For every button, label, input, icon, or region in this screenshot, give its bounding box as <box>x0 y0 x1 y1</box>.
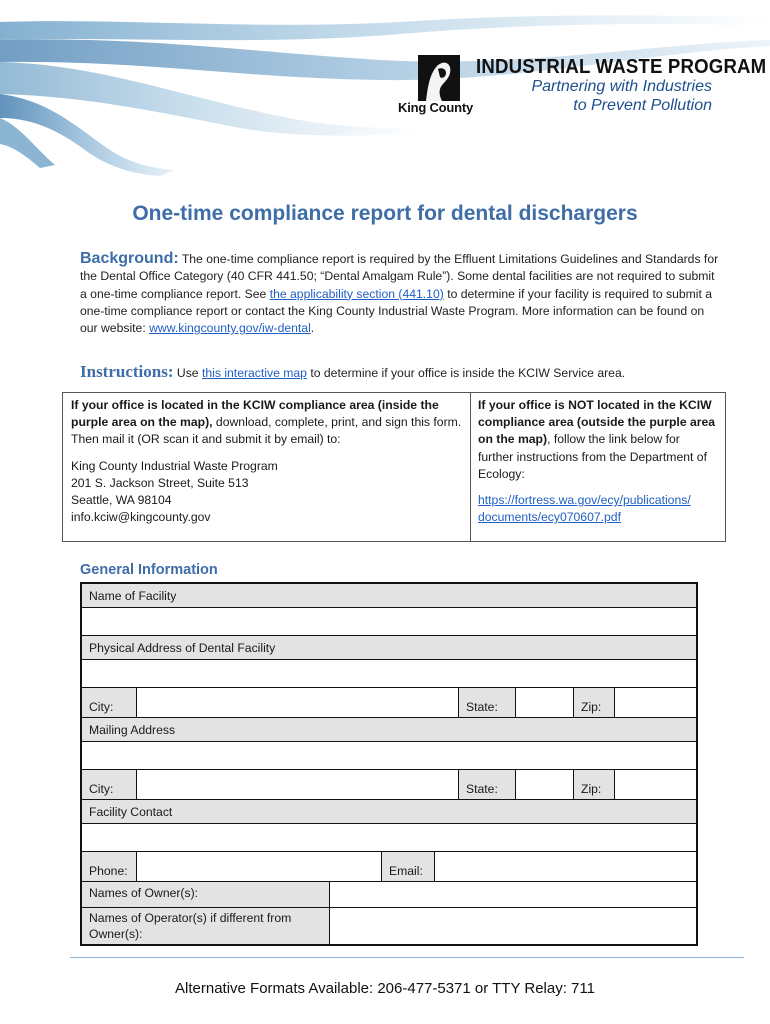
ecology-link-line1[interactable]: https://fortress.wa.gov/ecy/publications/ <box>478 493 691 508</box>
mailing-address-field[interactable] <box>82 742 696 770</box>
operators-row <box>82 908 696 944</box>
outside-area-text: , follow the link below for further instructions from the Department of Ecology: <box>478 432 707 481</box>
operators-field[interactable] <box>330 908 696 944</box>
facility-contact-label: Facility Contact <box>82 800 696 824</box>
mailing-state-field[interactable] <box>516 770 574 799</box>
document-title: One-time compliance report for dental dischargers <box>132 202 638 225</box>
background-heading: Background: <box>80 250 179 267</box>
facility-contact-field[interactable] <box>82 824 696 852</box>
interactive-map-link[interactable]: this interactive map <box>201 366 307 380</box>
mailing-address-line1: King County Industrial Waste Program <box>71 458 278 473</box>
inside-area-column <box>63 393 471 541</box>
background-paragraph <box>80 250 720 337</box>
footer-divider <box>70 957 744 958</box>
outside-area-column <box>471 393 725 541</box>
physical-zip-label: Zip: <box>574 688 615 717</box>
applicability-link[interactable]: the applicability section (441.10) <box>269 286 444 301</box>
email-field[interactable] <box>435 852 696 881</box>
general-information-form <box>80 582 698 946</box>
inside-area-bold: If your office is located in the KCIW compliance area (inside the purple area on the map), <box>71 398 439 430</box>
background-text-2: to determine if your facility is required to submit a one-time compliance report or contact the King County Industrial Waste Program. More information can be found on our website: <box>80 286 713 336</box>
physical-address-label: Physical Address of Dental Facility <box>82 636 696 660</box>
mailing-address-label: Mailing Address <box>82 718 696 742</box>
owners-row <box>82 882 696 908</box>
alternative-formats-footer: Alternative Formats Available: 206-477-5371 or TTY Relay: 711 <box>175 980 595 997</box>
program-tagline-line1: Partnering with Industries <box>531 78 712 95</box>
physical-state-field[interactable] <box>516 688 574 717</box>
mailing-address-line3: Seattle, WA 98104 <box>71 493 172 508</box>
owners-field[interactable] <box>330 882 696 907</box>
outside-area-instructions <box>478 397 718 483</box>
background-text-3: . <box>310 321 315 336</box>
physical-city-label: City: <box>82 688 137 717</box>
mailing-city-label: City: <box>82 770 137 799</box>
owners-label: Names of Owner(s): <box>82 882 330 907</box>
mailing-state-label: State: <box>459 770 516 799</box>
ecology-link-line2[interactable]: documents/ecy070607.pdf <box>478 510 621 525</box>
physical-address-field[interactable] <box>82 660 696 688</box>
phone-label: Phone: <box>82 852 137 881</box>
physical-zip-field[interactable] <box>615 688 696 717</box>
phone-email-row <box>82 852 696 882</box>
operators-label: Names of Operator(s) if different from Owner(s): <box>82 908 330 944</box>
instructions-paragraph <box>80 362 720 382</box>
header-banner <box>0 0 770 185</box>
king-county-logo <box>418 55 460 101</box>
contact-email: info.kciw@kingcounty.gov <box>71 510 211 525</box>
name-of-facility-label: Name of Facility <box>82 584 696 608</box>
instructions-text-1: Use <box>173 366 202 380</box>
mailing-address-line2: 201 S. Jackson Street, Suite 513 <box>71 475 249 490</box>
physical-city-state-zip-row <box>82 688 696 718</box>
program-tagline-line2: to Prevent Pollution <box>573 97 712 114</box>
inside-area-text: download, complete, print, and sign this form. Then mail it (OR scan it and submit it by email) to: <box>71 415 462 447</box>
program-title: INDUSTRIAL WASTE PROGRAM <box>476 56 767 78</box>
submission-instructions-box <box>62 392 726 542</box>
instructions-text-2: to determine if your office is inside the KCIW Service area. <box>306 366 626 380</box>
phone-field[interactable] <box>137 852 382 881</box>
inside-area-instructions <box>71 397 462 449</box>
email-label: Email: <box>382 852 435 881</box>
mailing-city-field[interactable] <box>137 770 459 799</box>
physical-city-field[interactable] <box>137 688 459 717</box>
mailing-zip-field[interactable] <box>615 770 696 799</box>
outside-area-bold: If your office is NOT located in the KCIW compliance area (outside the purple area on the map) <box>478 398 716 447</box>
background-text-1: The one-time compliance report is required by the Effluent Limitations Guidelines and Standards for the Dental Office Category (40 CFR 441.50; “Dental Amalgam Rule”). Some dental facilities are not required to submit a one-time compliance report. See <box>80 252 719 301</box>
org-name: King County <box>398 100 474 115</box>
instructions-heading: Instructions: <box>80 362 174 381</box>
name-of-facility-field[interactable] <box>82 608 696 636</box>
mailing-city-state-zip-row <box>82 770 696 800</box>
mailing-zip-label: Zip: <box>574 770 615 799</box>
general-information-heading: General Information <box>80 562 218 578</box>
physical-state-label: State: <box>459 688 516 717</box>
website-link[interactable]: www.kingcounty.gov/iw-dental <box>149 321 311 336</box>
